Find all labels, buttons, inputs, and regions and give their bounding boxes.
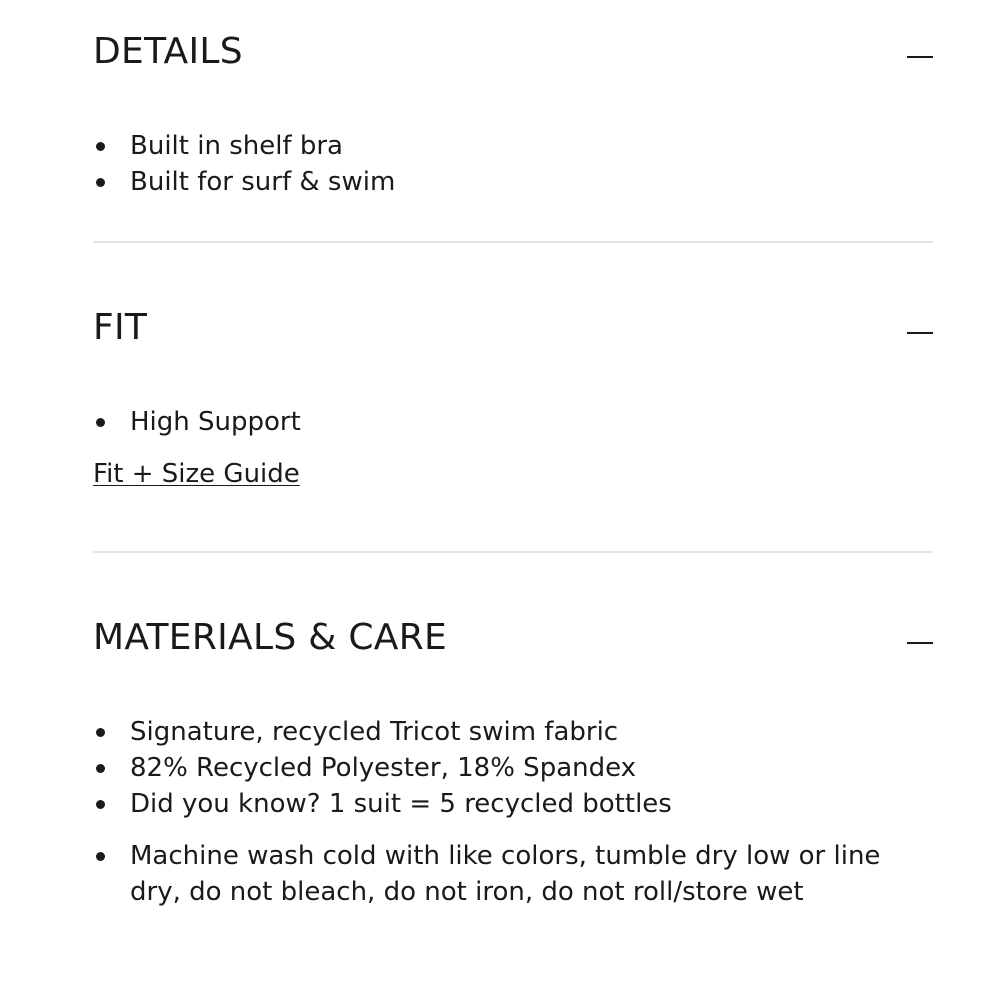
- minus-icon[interactable]: [907, 628, 933, 654]
- fit-size-guide-link[interactable]: Fit + Size Guide: [93, 459, 300, 489]
- fit-header[interactable]: [93, 308, 933, 348]
- list-item: 82% Recycled Polyester, 18% Spandex: [93, 750, 933, 786]
- details-section: [93, 0, 933, 243]
- minus-icon[interactable]: [907, 318, 933, 344]
- fit-title: FIT: [93, 307, 148, 348]
- materials-care-section: [93, 553, 933, 910]
- list-item: Machine wash cold with like colors, tumble dry low or line dry, do not bleach, do not iron, do not roll/store wet: [93, 838, 933, 910]
- details-header[interactable]: [93, 32, 933, 72]
- minus-icon[interactable]: [907, 42, 933, 68]
- details-title: DETAILS: [93, 31, 243, 72]
- materials-care-list: [93, 714, 933, 910]
- list-item: Built for surf & swim: [93, 164, 933, 200]
- list-item: Did you know? 1 suit = 5 recycled bottles: [93, 786, 933, 822]
- materials-care-header[interactable]: [93, 618, 933, 658]
- details-list: [93, 128, 933, 200]
- list-item: High Support: [93, 404, 933, 440]
- product-info-accordion: [93, 0, 933, 910]
- fit-list: [93, 404, 933, 440]
- list-item: Signature, recycled Tricot swim fabric: [93, 714, 933, 750]
- materials-care-title: MATERIALS & CARE: [93, 617, 448, 658]
- fit-section: [93, 243, 933, 553]
- list-item: Built in shelf bra: [93, 128, 933, 164]
